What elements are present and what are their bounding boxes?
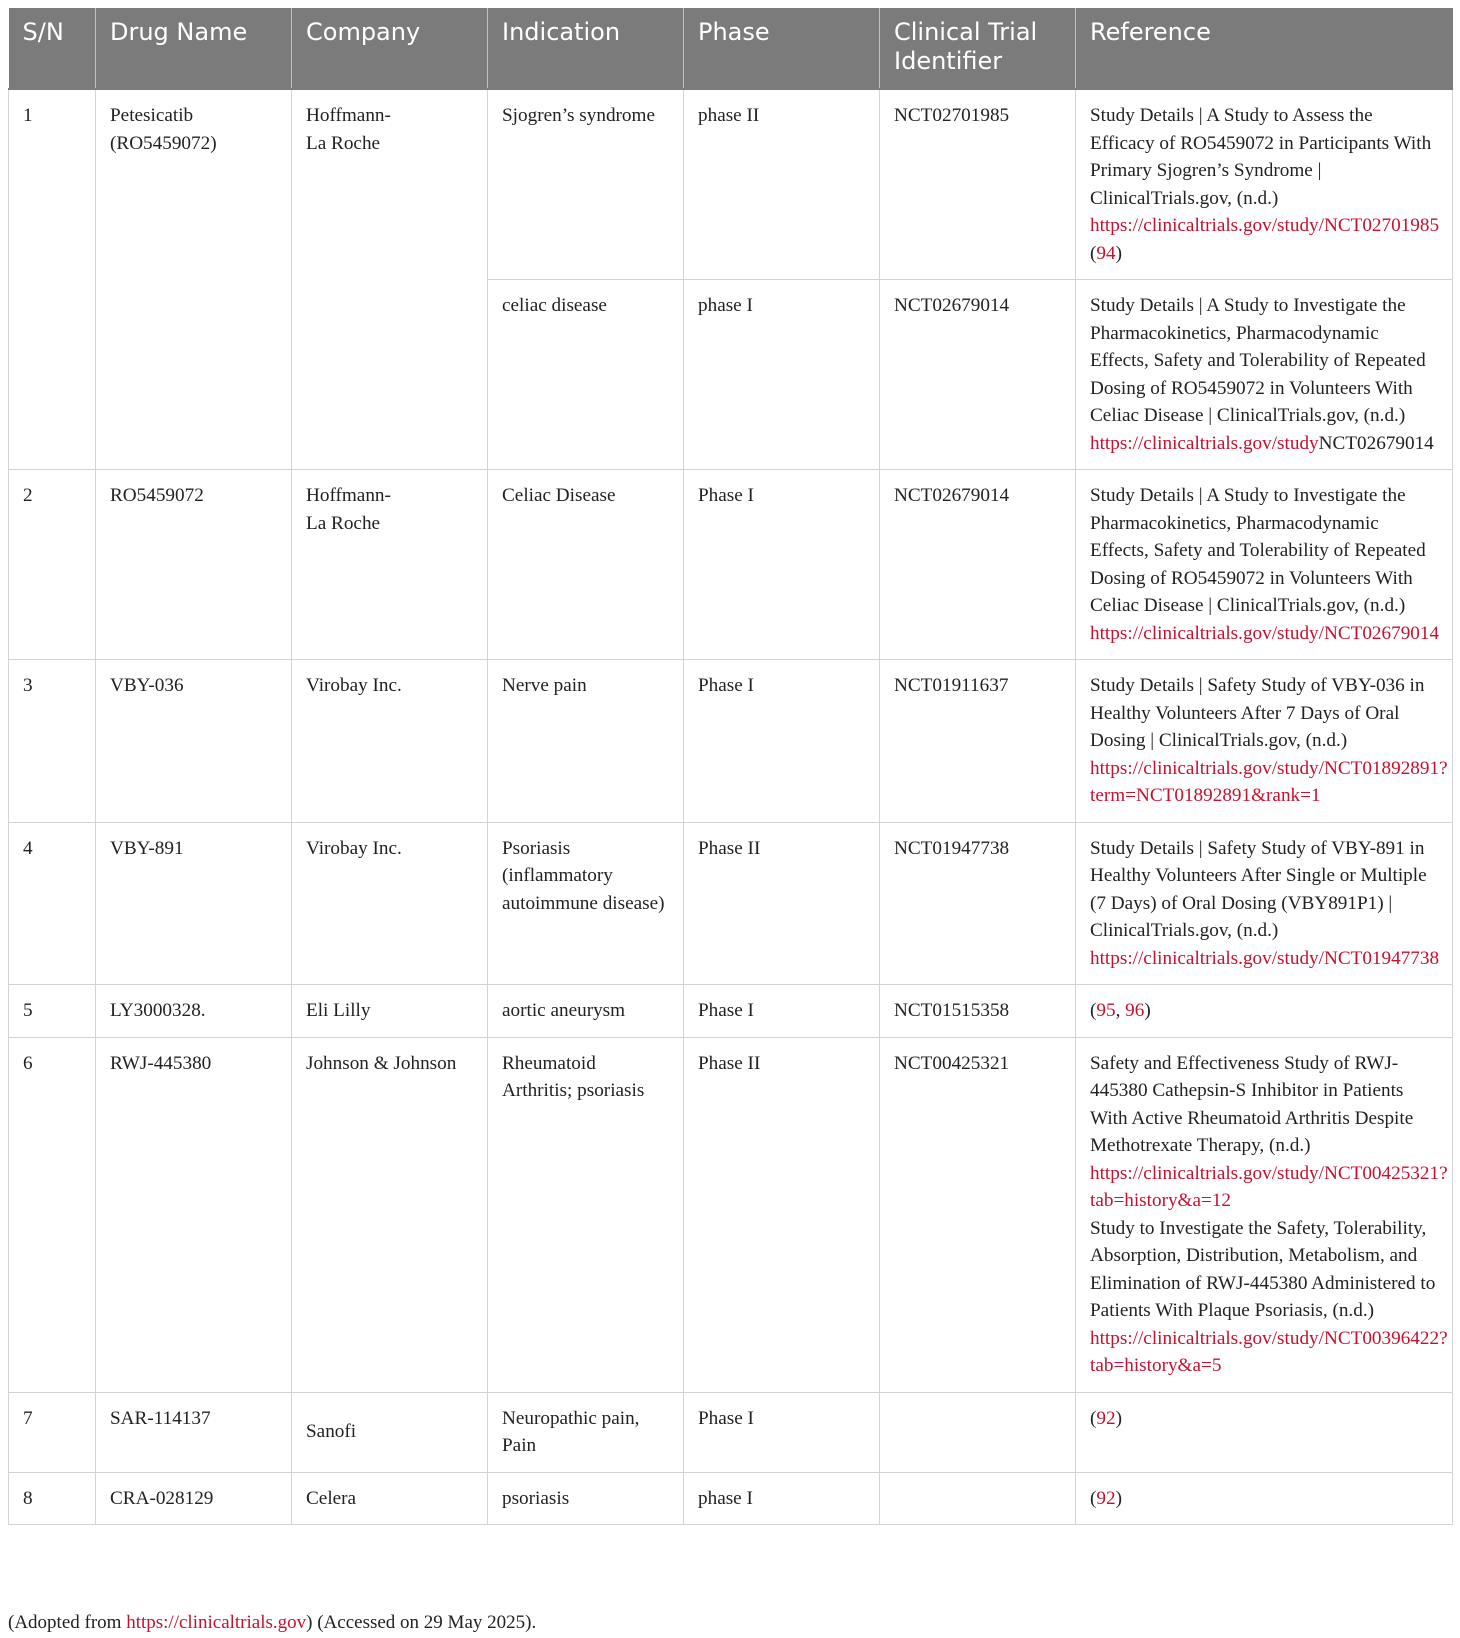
reference-text: Study Details | A Study to Investigate the Pharmacokinetics, Pharmacodynamic Effects, Safety and Tolerability of Repeated Dosing of RO5459072 in Volunteers With Celiac Disease | ClinicalTrials.gov, (n.d.) bbox=[1090, 295, 1426, 426]
cell-drug-name: VBY-036 bbox=[96, 660, 292, 823]
cell-trial-id: NCT01515358 bbox=[880, 985, 1076, 1038]
table-row bbox=[9, 1392, 1453, 1472]
drug-name-line: Petesicatib bbox=[110, 105, 194, 126]
cell-drug-name: SAR-114137 bbox=[96, 1392, 292, 1472]
cell-sn: 5 bbox=[9, 985, 96, 1038]
cell-reference bbox=[1076, 280, 1453, 470]
cell-company: Eli Lilly bbox=[292, 985, 488, 1038]
cell-trial-id: NCT01911637 bbox=[880, 660, 1076, 823]
cell-company: Johnson & Johnson bbox=[292, 1037, 488, 1392]
citation-link[interactable]: 94 bbox=[1096, 242, 1116, 264]
reference-link[interactable]: https://clinicaltrials.gov/study/NCT02679014 bbox=[1090, 622, 1440, 644]
cell-phase: phase II bbox=[684, 89, 880, 280]
cell-sn: 2 bbox=[9, 470, 96, 660]
header-drug-name: Drug Name bbox=[96, 8, 292, 89]
reference-text: Study Details | Safety Study of VBY-036 in Healthy Volunteers After 7 Days of Oral Dosing | ClinicalTrials.gov, (n.d.) bbox=[1090, 675, 1425, 751]
cell-phase: phase I bbox=[684, 1472, 880, 1525]
citation-link[interactable]: 96 bbox=[1125, 1000, 1145, 1021]
reference-link[interactable]: https://clinicaltrials.gov/study bbox=[1090, 432, 1319, 454]
reference-text: Study to Investigate the Safety, Tolerability, Absorption, Distribution, Metabolism, and Elimination of RWJ-445380 Administered to Patients With Plaque Psoriasis, (n.d.) bbox=[1090, 1217, 1436, 1321]
cell-indication: Celiac Disease bbox=[488, 470, 684, 660]
reference-paren: ) bbox=[1115, 1487, 1122, 1509]
cell-trial-id: NCT02679014 bbox=[880, 280, 1076, 470]
cell-company: Virobay Inc. bbox=[292, 822, 488, 985]
table-row bbox=[9, 470, 1453, 660]
reference-link[interactable]: https://clinicaltrials.gov/study/NCT01947738 bbox=[1090, 947, 1440, 969]
citation-link[interactable]: 92 bbox=[1096, 1407, 1116, 1429]
reference-link[interactable]: https://clinicaltrials.gov/study/NCT00425321?tab=history&a=12 bbox=[1090, 1162, 1448, 1211]
cell-indication: celiac disease bbox=[488, 280, 684, 470]
cell-indication: Neuropathic pain, Pain bbox=[488, 1392, 684, 1472]
footnote-link[interactable]: https://clinicaltrials.gov bbox=[126, 1612, 307, 1633]
cell-trial-id: NCT00425321 bbox=[880, 1037, 1076, 1392]
table-row bbox=[9, 985, 1453, 1038]
company-line: Hoffmann- bbox=[306, 105, 391, 126]
cell-reference bbox=[1076, 1037, 1453, 1392]
cell-trial-id: NCT02701985 bbox=[880, 89, 1076, 280]
company-line: Hoffmann- bbox=[306, 485, 391, 506]
clinical-trials-table bbox=[8, 8, 1453, 1525]
table-row bbox=[9, 1472, 1453, 1525]
reference-paren: ) bbox=[1115, 1407, 1122, 1429]
header-phase: Phase bbox=[684, 8, 880, 89]
cell-sn: 4 bbox=[9, 822, 96, 985]
cell-company: Celera bbox=[292, 1472, 488, 1525]
cell-sn: 7 bbox=[9, 1392, 96, 1472]
cell-indication: psoriasis bbox=[488, 1472, 684, 1525]
cell-company: Sanofi bbox=[292, 1392, 488, 1472]
header-reference: Reference bbox=[1076, 8, 1453, 89]
reference-paren: ( bbox=[1090, 1000, 1097, 1021]
cell-phase: Phase I bbox=[684, 660, 880, 823]
cell-company bbox=[292, 470, 488, 660]
reference-link[interactable]: https://clinicaltrials.gov/study/NCT02701985 bbox=[1090, 215, 1440, 236]
footnote-text: ) (Accessed on 29 May 2025). bbox=[306, 1612, 537, 1633]
reference-link[interactable]: https://clinicaltrials.gov/study/NCT01892891?term=NCT01892891&rank=1 bbox=[1090, 757, 1448, 806]
table-footnote bbox=[8, 1611, 536, 1635]
cell-drug-name: CRA-028129 bbox=[96, 1472, 292, 1525]
cell-indication: Rheumatoid Arthritis; psoriasis bbox=[488, 1037, 684, 1392]
reference-tail: NCT02679014 bbox=[1318, 432, 1434, 454]
cell-indication: Nerve pain bbox=[488, 660, 684, 823]
reference-text: Study Details | A Study to Assess the Efficacy of RO5459072 in Participants With Primary Sjogren’s Syndrome | ClinicalTrials.gov, (n.d.) bbox=[1090, 105, 1432, 209]
reference-paren: ( bbox=[1090, 1407, 1097, 1429]
reference-link[interactable]: https://clinicaltrials.gov/study/NCT00396422?tab=history&a=5 bbox=[1090, 1327, 1448, 1376]
table-container bbox=[8, 8, 1452, 1525]
cell-phase: Phase I bbox=[684, 1392, 880, 1472]
header-sn: S/N bbox=[9, 8, 96, 89]
reference-text: Study Details | Safety Study of VBY-891 in Healthy Volunteers After Single or Multiple (7 Days) of Oral Dosing (VBY891P1) | ClinicalTrials.gov, (n.d.) bbox=[1090, 837, 1427, 941]
cell-drug-name: LY3000328. bbox=[96, 985, 292, 1038]
cell-reference bbox=[1076, 660, 1453, 823]
company-line: La Roche bbox=[306, 132, 381, 154]
cell-reference bbox=[1076, 822, 1453, 985]
reference-paren: ) bbox=[1115, 242, 1122, 264]
footnote-text: (Adopted from bbox=[8, 1612, 127, 1633]
cell-sn: 6 bbox=[9, 1037, 96, 1392]
citation-link[interactable]: 95 bbox=[1096, 1000, 1116, 1021]
cell-company bbox=[292, 89, 488, 470]
citation-link[interactable]: 92 bbox=[1096, 1487, 1116, 1509]
drug-code-line: (RO5459072) bbox=[110, 132, 217, 154]
cell-phase: Phase II bbox=[684, 822, 880, 985]
cell-indication: Sjogren’s syndrome bbox=[488, 89, 684, 280]
cell-trial-id bbox=[880, 1472, 1076, 1525]
cell-trial-id bbox=[880, 1392, 1076, 1472]
header-clinical-trial-identifier: Clinical Trial Identifier bbox=[880, 8, 1076, 89]
company-line: La Roche bbox=[306, 512, 381, 534]
reference-text: Study Details | A Study to Investigate the Pharmacokinetics, Pharmacodynamic Effects, Safety and Tolerability of Repeated Dosing of RO5459072 in Volunteers With Celiac Disease | ClinicalTrials.gov, (n.d.) bbox=[1090, 485, 1426, 616]
cell-sn: 8 bbox=[9, 1472, 96, 1525]
cell-sn: 3 bbox=[9, 660, 96, 823]
table-row bbox=[9, 822, 1453, 985]
cell-phase: Phase II bbox=[684, 1037, 880, 1392]
cell-reference bbox=[1076, 470, 1453, 660]
reference-paren: ( bbox=[1090, 1487, 1097, 1509]
cell-drug-name: RO5459072 bbox=[96, 470, 292, 660]
cell-drug-name: VBY-891 bbox=[96, 822, 292, 985]
cell-reference bbox=[1076, 89, 1453, 280]
reference-text: Safety and Effectiveness Study of RWJ-445380 Cathepsin-S Inhibitor in Patients With Active Rheumatoid Arthritis Despite Methotrexate Therapy, (n.d.) bbox=[1090, 1052, 1414, 1156]
cell-indication: aortic aneurysm bbox=[488, 985, 684, 1038]
cell-phase: Phase I bbox=[684, 470, 880, 660]
cell-indication: Psoriasis (inflammatory autoimmune disease) bbox=[488, 822, 684, 985]
header-indication: Indication bbox=[488, 8, 684, 89]
cell-reference bbox=[1076, 1472, 1453, 1525]
reference-paren: ( bbox=[1090, 242, 1097, 264]
reference-separator: , bbox=[1115, 1000, 1126, 1021]
table-row bbox=[9, 1037, 1453, 1392]
cell-reference bbox=[1076, 985, 1453, 1038]
cell-trial-id: NCT02679014 bbox=[880, 470, 1076, 660]
header-company: Company bbox=[292, 8, 488, 89]
cell-sn: 1 bbox=[9, 89, 96, 470]
header-row bbox=[9, 8, 1453, 89]
table-row bbox=[9, 660, 1453, 823]
cell-drug-name bbox=[96, 89, 292, 470]
cell-phase: phase I bbox=[684, 280, 880, 470]
cell-company: Virobay Inc. bbox=[292, 660, 488, 823]
cell-trial-id: NCT01947738 bbox=[880, 822, 1076, 985]
table-row bbox=[9, 89, 1453, 280]
reference-paren: ) bbox=[1144, 1000, 1151, 1021]
cell-phase: Phase I bbox=[684, 985, 880, 1038]
cell-reference bbox=[1076, 1392, 1453, 1472]
cell-drug-name: RWJ-445380 bbox=[96, 1037, 292, 1392]
